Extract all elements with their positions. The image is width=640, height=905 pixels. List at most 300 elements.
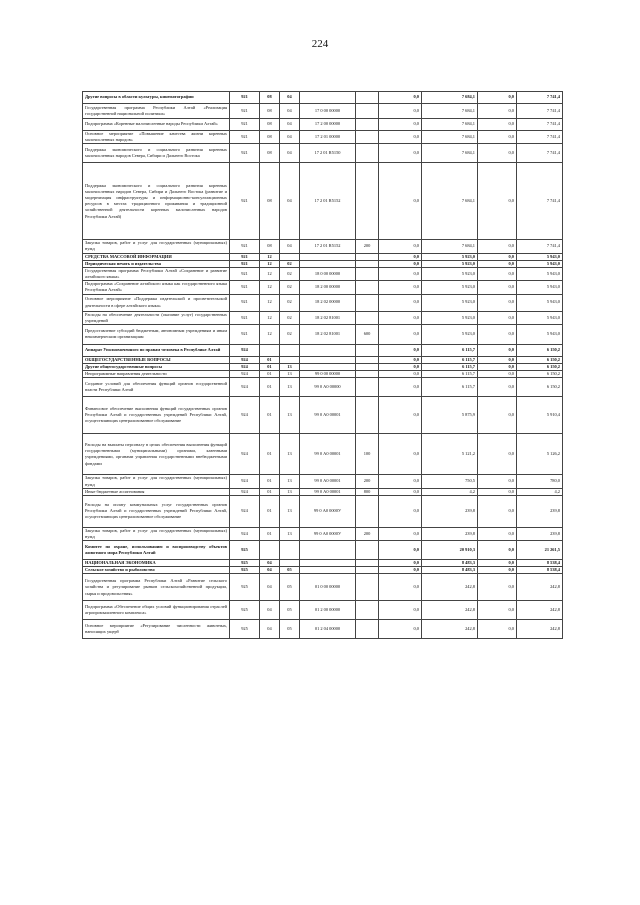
cell-csr: 99 0 А0 00001: [300, 488, 356, 495]
cell-v4: 4,2: [517, 488, 563, 495]
cell-rz: 04: [260, 567, 280, 574]
cell-csr: [300, 344, 356, 356]
cell-pr: 04: [280, 119, 300, 131]
cell-csr: 99 0 А0 00001: [300, 397, 356, 434]
cell-v3: 0,0: [478, 488, 517, 495]
cell-v3: 0,0: [478, 119, 517, 131]
cell-vr: [356, 311, 379, 324]
table-row: [83, 119, 563, 131]
cell-rz: 04: [260, 620, 280, 639]
table-row: [83, 488, 563, 495]
cell-name: Государственная программа Республики Алтай «Реализация государственной национальной политики»: [83, 104, 230, 119]
cell-v1: 0,0: [379, 131, 422, 144]
cell-rz: 04: [260, 601, 280, 620]
table-row: [83, 144, 563, 163]
cell-v1: 0,0: [379, 104, 422, 119]
cell-csr: 17 0 00 00000: [300, 104, 356, 119]
cell-rz: 01: [260, 378, 280, 397]
table-row: [83, 620, 563, 639]
cell-v4: 6 150,2: [517, 371, 563, 378]
cell-rz: 01: [260, 527, 280, 540]
cell-v3: 0,0: [478, 131, 517, 144]
cell-rz: 04: [260, 560, 280, 567]
cell-csr: 18 0 00 00000: [300, 267, 356, 280]
cell-pr: 04: [280, 163, 300, 240]
cell-v2: 5 923,0: [422, 324, 478, 344]
cell-csr: [300, 567, 356, 574]
cell-v3: 0,0: [478, 356, 517, 363]
cell-v4: 5 943,0: [517, 260, 563, 267]
cell-pr: 13: [280, 488, 300, 495]
cell-v4: 239,8: [517, 527, 563, 540]
cell-rz: [260, 344, 280, 356]
cell-pr: [280, 253, 300, 260]
cell-v4: 5 943,0: [517, 267, 563, 280]
cell-v3: 0,0: [478, 104, 517, 119]
cell-v3: 0,0: [478, 364, 517, 371]
cell-v1: 0,0: [379, 253, 422, 260]
cell-name: Закупка товаров, работ и услуг для государственных (муниципальных) нужд: [83, 475, 230, 488]
cell-name: Поддержка экономического и социального развития коренных малочисленных народов Севера, Сибири и Дальнего Востока: [83, 144, 230, 163]
table-row: [83, 495, 563, 527]
cell-pr: 02: [280, 324, 300, 344]
cell-v4: 8 538,4: [517, 567, 563, 574]
cell-rz: 01: [260, 356, 280, 363]
cell-csr: 17 2 01 R5152: [300, 163, 356, 240]
table-row: [83, 541, 563, 560]
cell-rz: 04: [260, 574, 280, 601]
cell-pr: [280, 541, 300, 560]
cell-name: Основное мероприятие «Регулирование численности животных, наносящих ущерб: [83, 620, 230, 639]
cell-v2: 7 684,1: [422, 240, 478, 253]
cell-rz: 08: [260, 163, 280, 240]
cell-ved: 921: [230, 92, 260, 104]
cell-ved: 924: [230, 371, 260, 378]
cell-v2: 4,2: [422, 488, 478, 495]
cell-v2: 20 910,3: [422, 541, 478, 560]
cell-v1: 0,0: [379, 267, 422, 280]
cell-name: Сельское хозяйство и рыболовство: [83, 567, 230, 574]
cell-ved: 924: [230, 378, 260, 397]
cell-v2: 5 923,0: [422, 281, 478, 294]
table-row: [83, 601, 563, 620]
cell-v2: 7 684,1: [422, 104, 478, 119]
cell-vr: [356, 495, 379, 527]
cell-csr: 01 2 00 00000: [300, 601, 356, 620]
table-row: [83, 527, 563, 540]
cell-rz: 01: [260, 495, 280, 527]
cell-v4: 7 741,4: [517, 119, 563, 131]
cell-v4: 7 741,4: [517, 131, 563, 144]
cell-vr: [356, 260, 379, 267]
cell-ved: 921: [230, 260, 260, 267]
cell-csr: 18 2 02 00000: [300, 294, 356, 311]
cell-vr: [356, 294, 379, 311]
cell-rz: 12: [260, 260, 280, 267]
cell-name: Основное мероприятие «Поддержка издательской и просветительской деятельности в сфере алтайского языка»: [83, 294, 230, 311]
cell-ved: 921: [230, 131, 260, 144]
cell-v3: 0,0: [478, 324, 517, 344]
cell-v3: 0,0: [478, 371, 517, 378]
cell-pr: 04: [280, 92, 300, 104]
cell-vr: [356, 541, 379, 560]
cell-v1: 0,0: [379, 495, 422, 527]
cell-pr: 13: [280, 434, 300, 475]
cell-name: Закупка товаров, работ и услуг для государственных (муниципальных) нужд: [83, 240, 230, 253]
cell-v2: 5 923,0: [422, 311, 478, 324]
cell-vr: [356, 567, 379, 574]
cell-v3: 0,0: [478, 281, 517, 294]
cell-ved: 924: [230, 495, 260, 527]
cell-vr: [356, 364, 379, 371]
cell-v1: 0,0: [379, 397, 422, 434]
cell-ved: 921: [230, 240, 260, 253]
cell-pr: [280, 356, 300, 363]
cell-v4: 5 943,0: [517, 281, 563, 294]
cell-vr: 600: [356, 324, 379, 344]
table-row: [83, 240, 563, 253]
cell-v3: 0,0: [478, 560, 517, 567]
cell-ved: 924: [230, 364, 260, 371]
table-row: [83, 371, 563, 378]
cell-v3: 0,0: [478, 294, 517, 311]
cell-v1: 0,0: [379, 567, 422, 574]
cell-ved: 921: [230, 281, 260, 294]
cell-vr: [356, 378, 379, 397]
cell-vr: [356, 397, 379, 434]
cell-rz: 08: [260, 104, 280, 119]
cell-vr: [356, 163, 379, 240]
cell-csr: [300, 560, 356, 567]
cell-rz: 08: [260, 131, 280, 144]
cell-pr: 13: [280, 475, 300, 488]
table-row: [83, 560, 563, 567]
table-row: [83, 344, 563, 356]
cell-rz: 01: [260, 434, 280, 475]
cell-pr: 13: [280, 371, 300, 378]
cell-v4: 6 150,2: [517, 344, 563, 356]
cell-v4: 21 261,5: [517, 541, 563, 560]
cell-name: Подпрограмма «Обеспечение общих условий функционирования отраслей агропромышленного комплекса»: [83, 601, 230, 620]
table-row: [83, 104, 563, 119]
cell-v4: 8 538,4: [517, 560, 563, 567]
cell-pr: 04: [280, 104, 300, 119]
cell-v1: 0,0: [379, 620, 422, 639]
cell-vr: [356, 104, 379, 119]
cell-v2: 7 684,1: [422, 163, 478, 240]
table-row: [83, 356, 563, 363]
table-row: [83, 434, 563, 475]
cell-pr: 02: [280, 294, 300, 311]
cell-rz: 01: [260, 364, 280, 371]
cell-v1: 0,0: [379, 541, 422, 560]
cell-v2: 5 923,0: [422, 260, 478, 267]
table-row: [83, 324, 563, 344]
cell-v3: 0,0: [478, 527, 517, 540]
cell-rz: 01: [260, 475, 280, 488]
table-row: [83, 267, 563, 280]
cell-name: Расходы на оплату коммунальных услуг государственных органов Республики Алтай и государственных учреждений Республики Алтай, осуществляющих централизованное обслуживание: [83, 495, 230, 527]
cell-v3: 0,0: [478, 574, 517, 601]
cell-name: Аппарат Уполномоченного по правам человека в Республике Алтай: [83, 344, 230, 356]
cell-v2: 6 115,7: [422, 364, 478, 371]
table-row: [83, 397, 563, 434]
cell-vr: [356, 344, 379, 356]
cell-csr: 17 2 01 00000: [300, 131, 356, 144]
cell-ved: 921: [230, 253, 260, 260]
cell-pr: 05: [280, 567, 300, 574]
cell-v1: 0,0: [379, 601, 422, 620]
cell-pr: 13: [280, 378, 300, 397]
table-body: [83, 92, 563, 639]
cell-ved: 924: [230, 488, 260, 495]
cell-v1: 0,0: [379, 434, 422, 475]
table-row: [83, 364, 563, 371]
cell-v3: 0,0: [478, 541, 517, 560]
cell-v1: 0,0: [379, 163, 422, 240]
cell-pr: 04: [280, 240, 300, 253]
cell-pr: [280, 344, 300, 356]
cell-vr: [356, 144, 379, 163]
cell-vr: 200: [356, 527, 379, 540]
cell-name: Государственная программа Республики Алтай «Сохранение и развитие алтайского языка»: [83, 267, 230, 280]
cell-name: Финансовое обеспечение выполнения функций государственных органов Республики Алтай и государственных учреждений Республики Алтай, осуществляющих централизованное обслуживание: [83, 397, 230, 434]
cell-pr: 02: [280, 281, 300, 294]
cell-rz: 08: [260, 240, 280, 253]
cell-vr: 100: [356, 434, 379, 475]
cell-v4: 7 741,4: [517, 240, 563, 253]
cell-v1: 0,0: [379, 356, 422, 363]
cell-csr: 01 2 04 00000: [300, 620, 356, 639]
cell-v2: 7 684,1: [422, 92, 478, 104]
cell-csr: 17 2 01 R5152: [300, 240, 356, 253]
cell-name: Периодическая печать и издательства: [83, 260, 230, 267]
cell-v4: 7 741,4: [517, 163, 563, 240]
cell-pr: 13: [280, 397, 300, 434]
cell-v1: 0,0: [379, 311, 422, 324]
cell-rz: 12: [260, 267, 280, 280]
cell-csr: 99 0 А0 0000У: [300, 527, 356, 540]
table-row: [83, 574, 563, 601]
cell-v3: 0,0: [478, 620, 517, 639]
cell-rz: 01: [260, 371, 280, 378]
cell-v2: 6 115,7: [422, 356, 478, 363]
table-row: [83, 294, 563, 311]
cell-ved: 921: [230, 144, 260, 163]
cell-name: НАЦИОНАЛЬНАЯ ЭКОНОМИКА: [83, 560, 230, 567]
cell-v4: 6 150,2: [517, 356, 563, 363]
cell-v3: 0,0: [478, 267, 517, 280]
cell-name: Закупка товаров, работ и услуг для государственных (муниципальных) нужд: [83, 527, 230, 540]
table-row: [83, 253, 563, 260]
cell-v3: 0,0: [478, 253, 517, 260]
cell-v4: 5 943,0: [517, 253, 563, 260]
cell-csr: 99 0 00 00000: [300, 371, 356, 378]
cell-v2: 242,8: [422, 601, 478, 620]
cell-vr: [356, 574, 379, 601]
cell-ved: 924: [230, 475, 260, 488]
cell-v2: 239,8: [422, 527, 478, 540]
table-row: [83, 311, 563, 324]
cell-vr: 800: [356, 488, 379, 495]
cell-name: Поддержка экономического и социального развития коренных малочисленных народов Севера, Сибири и Дальнего Востока (развитие и модернизация инфраструктуры и информационно-консультационных ресурсов в местах традиционного проживания и традиционной хозяйственной деятельности коренных малочисленных народов Республики Алтай): [83, 163, 230, 240]
cell-ved: 921: [230, 267, 260, 280]
cell-pr: 02: [280, 311, 300, 324]
cell-v3: 0,0: [478, 311, 517, 324]
cell-vr: [356, 560, 379, 567]
table-row: [83, 92, 563, 104]
cell-v4: 7 741,4: [517, 92, 563, 104]
cell-v4: 780,0: [517, 475, 563, 488]
cell-csr: 18 2 02 81001: [300, 311, 356, 324]
cell-ved: 921: [230, 163, 260, 240]
cell-v2: 5 923,0: [422, 253, 478, 260]
cell-v1: 0,0: [379, 119, 422, 131]
cell-v3: 0,0: [478, 144, 517, 163]
cell-pr: 13: [280, 364, 300, 371]
cell-v3: 0,0: [478, 240, 517, 253]
cell-csr: [300, 260, 356, 267]
cell-csr: [300, 541, 356, 560]
cell-rz: 01: [260, 397, 280, 434]
cell-ved: 921: [230, 311, 260, 324]
page-number: 224: [311, 38, 329, 50]
cell-v4: 6 150,2: [517, 364, 563, 371]
cell-rz: 12: [260, 294, 280, 311]
cell-v2: 242,8: [422, 620, 478, 639]
cell-ved: 925: [230, 574, 260, 601]
cell-v2: 6 115,7: [422, 378, 478, 397]
cell-csr: 99 0 А0 00000: [300, 378, 356, 397]
cell-v1: 0,0: [379, 560, 422, 567]
cell-ved: 921: [230, 119, 260, 131]
cell-pr: 04: [280, 144, 300, 163]
cell-name: Другие общегосударственные вопросы: [83, 364, 230, 371]
cell-v4: 5 943,0: [517, 294, 563, 311]
cell-v4: 242,8: [517, 574, 563, 601]
cell-rz: 08: [260, 144, 280, 163]
cell-v1: 0,0: [379, 324, 422, 344]
cell-v1: 0,0: [379, 344, 422, 356]
cell-v1: 0,0: [379, 574, 422, 601]
table-row: [83, 131, 563, 144]
cell-ved: 925: [230, 620, 260, 639]
cell-v2: 7 684,1: [422, 119, 478, 131]
cell-csr: 99 0 А0 00001: [300, 434, 356, 475]
cell-v2: 7 684,1: [422, 144, 478, 163]
cell-v1: 0,0: [379, 378, 422, 397]
cell-v4: 5 126,2: [517, 434, 563, 475]
cell-name: Расходы на выплаты персоналу в целях обеспечения выполнения функций государственными (муниципальными) органами, казенными учреждениями, органами управления государственными внебюджетными фондами: [83, 434, 230, 475]
cell-v2: 5 875,9: [422, 397, 478, 434]
table-row: [83, 281, 563, 294]
cell-rz: 12: [260, 324, 280, 344]
cell-pr: 02: [280, 260, 300, 267]
cell-pr: 05: [280, 620, 300, 639]
cell-v4: 239,8: [517, 495, 563, 527]
cell-csr: 01 0 00 00000: [300, 574, 356, 601]
cell-vr: [356, 119, 379, 131]
cell-vr: [356, 281, 379, 294]
cell-v1: 0,0: [379, 92, 422, 104]
cell-v1: 0,0: [379, 260, 422, 267]
cell-rz: 01: [260, 488, 280, 495]
cell-vr: [356, 371, 379, 378]
cell-ved: 921: [230, 294, 260, 311]
cell-vr: [356, 267, 379, 280]
cell-pr: 05: [280, 601, 300, 620]
cell-v3: 0,0: [478, 434, 517, 475]
cell-name: Создание условий для обеспечения функций органов государственной власти Республики Алтай: [83, 378, 230, 397]
cell-vr: 200: [356, 240, 379, 253]
table-row: [83, 260, 563, 267]
cell-v3: 0,0: [478, 475, 517, 488]
cell-v2: 6 115,7: [422, 344, 478, 356]
cell-name: Государственная программа Республики Алтай «Развитие сельского хозяйства и регулирование рынков сельскохозяйственной продукции, сырья и продовольствия»: [83, 574, 230, 601]
cell-v3: 0,0: [478, 163, 517, 240]
cell-v4: 5 943,0: [517, 311, 563, 324]
cell-pr: 04: [280, 131, 300, 144]
cell-v4: 242,8: [517, 620, 563, 639]
cell-v4: 5 910,4: [517, 397, 563, 434]
cell-v3: 0,0: [478, 397, 517, 434]
cell-ved: 924: [230, 344, 260, 356]
cell-pr: 05: [280, 574, 300, 601]
cell-csr: [300, 364, 356, 371]
cell-rz: 08: [260, 92, 280, 104]
cell-v1: 0,0: [379, 364, 422, 371]
cell-rz: 12: [260, 253, 280, 260]
cell-v1: 0,0: [379, 144, 422, 163]
cell-name: Непрограммные направления деятельности: [83, 371, 230, 378]
cell-rz: [260, 541, 280, 560]
cell-csr: 17 2 01 R5150: [300, 144, 356, 163]
cell-csr: [300, 356, 356, 363]
cell-pr: 13: [280, 495, 300, 527]
cell-ved: 925: [230, 560, 260, 567]
cell-pr: [280, 560, 300, 567]
table-row: [83, 567, 563, 574]
cell-v2: 242,8: [422, 574, 478, 601]
cell-v4: 242,8: [517, 601, 563, 620]
cell-csr: 99 0 А0 0000У: [300, 495, 356, 527]
cell-v2: 750,5: [422, 475, 478, 488]
cell-v2: 5 923,0: [422, 267, 478, 280]
cell-ved: 924: [230, 356, 260, 363]
cell-csr: [300, 253, 356, 260]
cell-v3: 0,0: [478, 378, 517, 397]
cell-name: ОБЩЕГОСУДАРСТВЕННЫЕ ВОПРОСЫ: [83, 356, 230, 363]
cell-name: Подпрограмма «Коренные малочисленные народы Республики Алтай»: [83, 119, 230, 131]
cell-ved: 925: [230, 567, 260, 574]
cell-v3: 0,0: [478, 344, 517, 356]
table-row: [83, 163, 563, 240]
cell-vr: [356, 356, 379, 363]
cell-v4: 6 150,2: [517, 378, 563, 397]
cell-v3: 0,0: [478, 260, 517, 267]
cell-csr: 17 2 00 00000: [300, 119, 356, 131]
cell-ved: 924: [230, 397, 260, 434]
cell-name: СРЕДСТВА МАССОВОЙ ИНФОРМАЦИИ: [83, 253, 230, 260]
cell-rz: 12: [260, 311, 280, 324]
cell-pr: 13: [280, 527, 300, 540]
cell-vr: [356, 92, 379, 104]
cell-v4: 5 943,0: [517, 324, 563, 344]
cell-v2: 6 115,7: [422, 371, 478, 378]
cell-v1: 0,0: [379, 527, 422, 540]
cell-csr: 18 2 02 81001: [300, 324, 356, 344]
cell-v1: 0,0: [379, 488, 422, 495]
